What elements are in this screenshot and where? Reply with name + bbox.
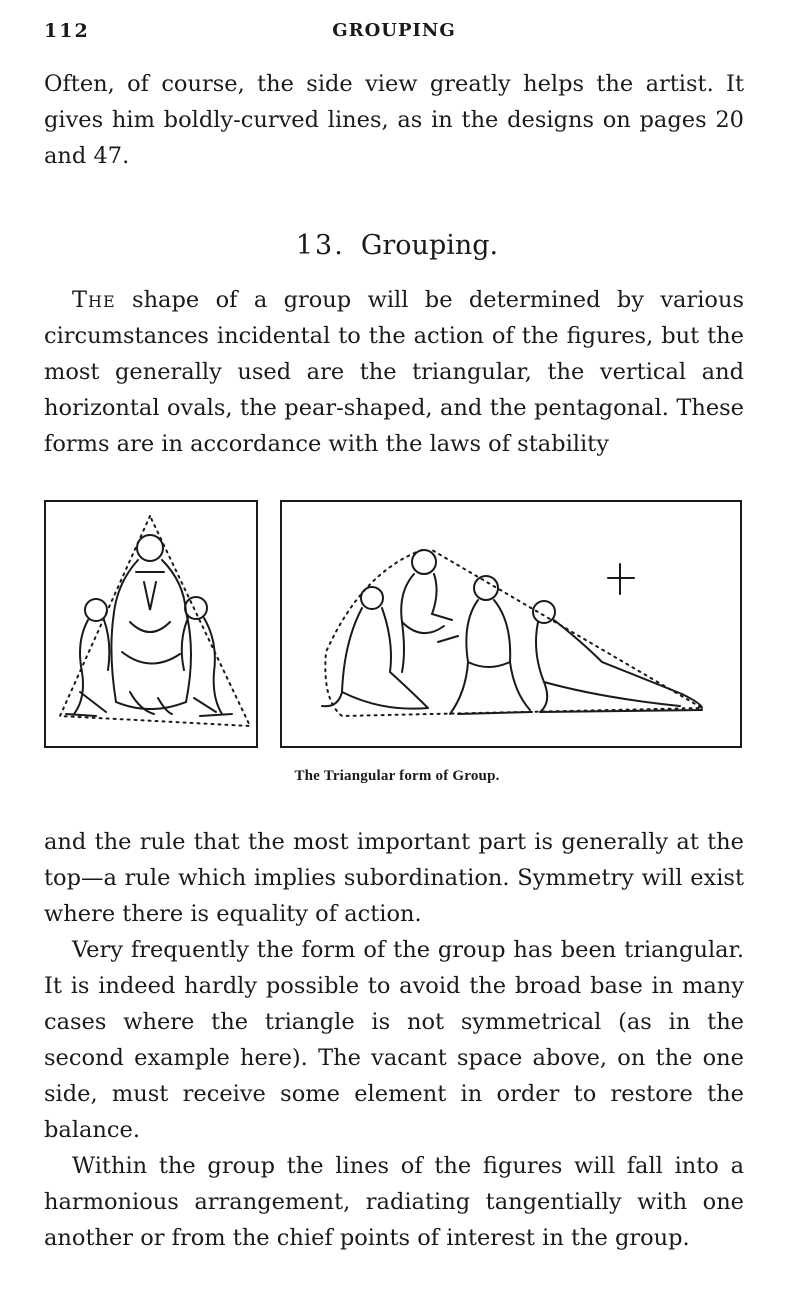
- left-child-body: [66, 620, 109, 716]
- running-title: GROUPING: [332, 20, 456, 41]
- figure-panel-symmetrical: [44, 500, 258, 748]
- figure-middle-head: [474, 576, 498, 600]
- paragraph-text: shape of a group will be determined by various circumstances incidental to the action of the figures, but the most generally used are the triangular, the vertical and horizontal ovals, the pear-shaped, and the pentagonal. These forms are in accordance with the laws of stability: [44, 287, 744, 457]
- figure-middle-body: [450, 600, 532, 714]
- section-title: Grouping.: [360, 230, 499, 261]
- figure-center-head: [412, 550, 436, 574]
- paragraph-triangular-form: Very frequently the form of the group has been triangular. It is indeed hardly possible to avoid the broad base in many cases where the triangle is not symmetrical (as in the second example here). The vacant space above, on the one side, must receive some element in order to restore the balance.: [44, 937, 744, 1143]
- section-number: 13.: [295, 230, 345, 261]
- intro-paragraph: Often, of course, the side view greatly helps the artist. It gives him boldly-curved lines, as in the designs on pages 20 and 47.: [44, 71, 744, 169]
- figure-panel-asymmetrical: [280, 500, 742, 748]
- right-child-head: [185, 597, 207, 619]
- paragraph-shape-of-group: [44, 282, 744, 462]
- triangle-outline: [325, 550, 702, 716]
- drop-word: The: [72, 287, 116, 313]
- figure-left-body: [322, 608, 428, 709]
- figure-left-head: [361, 587, 383, 609]
- page-number: 112: [44, 20, 90, 42]
- paragraph-continuation: and the rule that the most important part is generally at the top—a rule which implies subordination. Symmetry will exist where there is equality of action.: [44, 829, 744, 927]
- section-heading: [0, 228, 794, 264]
- balance-cross-mark: [608, 564, 634, 594]
- central-figure-body: [111, 560, 191, 702]
- symmetrical-group-illustration: [46, 502, 256, 746]
- figure-right-body: [536, 620, 702, 712]
- asymmetrical-group-illustration: [282, 502, 740, 746]
- figure-caption: The Triangular form of Group.: [294, 768, 500, 784]
- running-head: [44, 20, 744, 48]
- left-child-head: [85, 599, 107, 621]
- central-figure-head: [137, 535, 163, 561]
- figure-center-body: [401, 574, 458, 672]
- paragraph-harmonious-lines: Within the group the lines of the figures will fall into a harmonious arrangement, radiating tangentially with one another or from the chief points of interest in the group.: [44, 1153, 744, 1251]
- figure-triangular-groups: [44, 500, 744, 752]
